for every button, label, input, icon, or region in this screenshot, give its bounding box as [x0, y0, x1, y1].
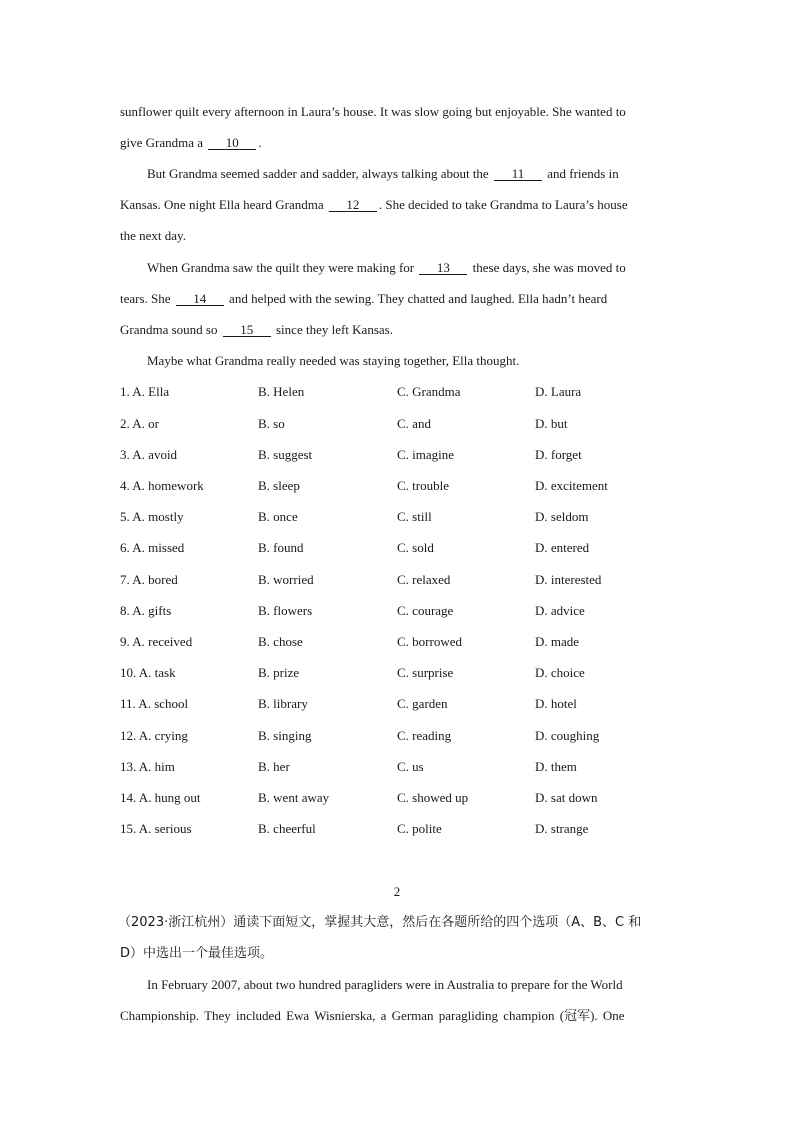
passage-text: Championship. They included Ewa Wisnierska, a German paragliding champion (冠军). One — [120, 1008, 625, 1023]
instruction-line — [120, 946, 676, 962]
option-b: B. cheerful — [258, 821, 316, 836]
question-row — [120, 696, 676, 712]
question-row — [120, 790, 676, 806]
blank-number: 13 — [419, 261, 467, 275]
option-d: D. choice — [535, 665, 585, 680]
option-c: C. borrowed — [397, 634, 462, 649]
option-c: C. courage — [397, 603, 454, 618]
option-a: 3. A. avoid — [120, 447, 178, 462]
passage-line — [120, 322, 676, 338]
blank-number: 10 — [208, 136, 256, 150]
option-d: D. seldom — [535, 509, 589, 524]
blank-10 — [206, 135, 258, 151]
passage-line — [120, 104, 676, 120]
passage-line — [120, 197, 676, 213]
option-a: 11. A. school — [120, 696, 189, 711]
question-row — [120, 634, 676, 650]
option-d: D. coughing — [535, 728, 600, 743]
option-b: B. singing — [258, 728, 312, 743]
blank-12 — [327, 197, 379, 213]
option-a: 1. A. Ella — [120, 384, 170, 399]
option-c: C. us — [397, 759, 424, 774]
option-a: 8. A. gifts — [120, 603, 172, 618]
option-a: 12. A. crying — [120, 728, 188, 743]
question-row — [120, 447, 676, 463]
option-d: D. forget — [535, 447, 582, 462]
option-b: B. her — [258, 759, 290, 774]
passage-text: give Grandma a — [120, 135, 207, 150]
option-d: D. excitement — [535, 478, 608, 493]
passage-line — [120, 291, 676, 307]
option-b: B. once — [258, 509, 298, 524]
question-row — [120, 821, 676, 837]
option-d: D. strange — [535, 821, 589, 836]
question-row — [120, 603, 676, 619]
option-c: C. still — [397, 509, 432, 524]
option-b: B. flowers — [258, 603, 313, 618]
passage-text: the next day. — [120, 228, 186, 243]
question-row — [120, 572, 676, 588]
passage-text: Kansas. One night Ella heard Grandma — [120, 197, 327, 212]
option-a: 14. A. hung out — [120, 790, 201, 805]
blank-13 — [417, 260, 469, 276]
passage-line — [120, 228, 676, 244]
blank-number: 12 — [329, 198, 377, 212]
passage-line — [147, 977, 676, 993]
option-d: D. advice — [535, 603, 585, 618]
passage-text: But Grandma seemed sadder and sadder, always talking about the — [147, 166, 492, 181]
option-c: C. relaxed — [397, 572, 451, 587]
passage-text: Grandma sound so — [120, 322, 221, 337]
passage-text: these days, she was moved to — [469, 260, 626, 275]
option-c: C. sold — [397, 540, 434, 555]
option-a: 4. A. homework — [120, 478, 204, 493]
question-row — [120, 728, 676, 744]
option-c: C. showed up — [397, 790, 469, 805]
option-d: D. hotel — [535, 696, 577, 711]
option-a: 15. A. serious — [120, 821, 192, 836]
passage-line — [120, 1008, 676, 1024]
option-b: B. went away — [258, 790, 330, 805]
passage-text: . — [258, 135, 262, 150]
section-number — [0, 884, 794, 900]
passage-text: Maybe what Grandma really needed was staying together, Ella thought. — [147, 353, 520, 368]
question-row — [120, 384, 676, 400]
question-row — [120, 540, 676, 556]
passage-text: In February 2007, about two hundred paragliders were in Australia to prepare for the World — [147, 977, 623, 992]
option-b: B. chose — [258, 634, 303, 649]
option-b: B. found — [258, 540, 304, 555]
option-b: B. library — [258, 696, 308, 711]
blank-14 — [174, 291, 226, 307]
option-a: 5. A. mostly — [120, 509, 184, 524]
option-d: D. Laura — [535, 384, 582, 399]
passage-text: and friends in — [543, 166, 619, 181]
option-d: D. sat down — [535, 790, 598, 805]
blank-15 — [221, 322, 273, 338]
option-d: D. entered — [535, 540, 590, 555]
instruction-line — [118, 915, 674, 931]
option-a: 9. A. received — [120, 634, 193, 649]
option-c: C. surprise — [397, 665, 454, 680]
option-c: C. imagine — [397, 447, 455, 462]
passage-line — [120, 135, 676, 151]
blank-number: 11 — [494, 167, 542, 181]
option-d: D. them — [535, 759, 577, 774]
blank-number: 15 — [223, 323, 271, 337]
option-c: C. Grandma — [397, 384, 461, 399]
passage-text: and helped with the sewing. They chatted and laughed. Ella hadn’t heard — [225, 291, 608, 306]
question-row — [120, 478, 676, 494]
question-row — [120, 759, 676, 775]
option-a: 7. A. bored — [120, 572, 178, 587]
instruction-text: D）中选出一个最佳选项。 — [120, 946, 274, 961]
option-c: C. and — [397, 416, 431, 431]
blank-11 — [492, 166, 544, 182]
passage-text: tears. She — [120, 291, 174, 306]
option-c: C. trouble — [397, 478, 449, 493]
passage-line — [147, 166, 676, 182]
option-b: B. suggest — [258, 447, 313, 462]
question-row — [120, 416, 676, 432]
blank-number: 14 — [176, 292, 224, 306]
passage-text: sunflower quilt every afternoon in Laura’s house. It was slow going but enjoyable. She wanted to — [120, 104, 626, 119]
option-b: B. worried — [258, 572, 314, 587]
question-row — [120, 665, 676, 681]
section-number-text: 2 — [393, 884, 401, 899]
option-d: D. made — [535, 634, 580, 649]
option-d: D. interested — [535, 572, 602, 587]
passage-text: . She decided to take Grandma to Laura’s house — [378, 197, 628, 212]
option-b: B. prize — [258, 665, 300, 680]
passage-text: since they left Kansas. — [272, 322, 393, 337]
passage-text: When Grandma saw the quilt they were making for — [147, 260, 418, 275]
question-row — [120, 509, 676, 525]
option-c: C. reading — [397, 728, 452, 743]
option-a: 10. A. task — [120, 665, 176, 680]
option-c: C. polite — [397, 821, 442, 836]
passage-line — [147, 260, 676, 276]
option-a: 13. A. him — [120, 759, 175, 774]
option-d: D. but — [535, 416, 568, 431]
option-b: B. Helen — [258, 384, 305, 399]
option-a: 6. A. missed — [120, 540, 185, 555]
passage-line — [147, 353, 676, 369]
option-b: B. sleep — [258, 478, 300, 493]
instruction-text: （2023·浙江杭州）通读下面短文，掌握其大意，然后在各题所给的四个选项（A、B、C 和 — [118, 915, 642, 930]
option-c: C. garden — [397, 696, 448, 711]
option-a: 2. A. or — [120, 416, 159, 431]
option-b: B. so — [258, 416, 285, 431]
